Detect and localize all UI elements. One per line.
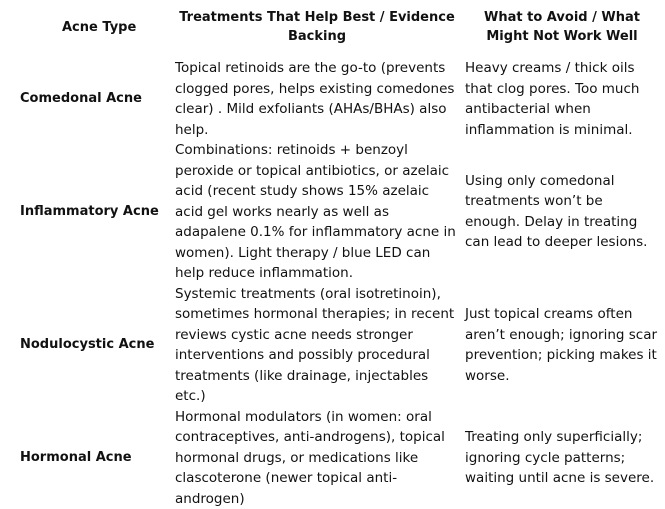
header-acne-type: Acne Type bbox=[14, 6, 172, 58]
table-header-row bbox=[14, 6, 662, 58]
acne-type-cell: Nodulocystic Acne bbox=[14, 284, 172, 407]
avoid-cell: Heavy creams / thick oils that clog pores. Too much antibacterial when inflammation is minimal. bbox=[462, 58, 662, 140]
avoid-cell: Using only comedonal treatments won’t be enough. Delay in treating can lead to deeper lesions. bbox=[462, 140, 662, 284]
acne-type-cell: Comedonal Acne bbox=[14, 58, 172, 140]
table-row bbox=[14, 407, 662, 509]
treatments-cell: Combinations: retinoids + benzoyl peroxide or topical antibiotics, or azelaic acid (recent study shows 15% azelaic acid gel works nearly as well as adapalene 0.1% for inflammatory acne in women). Light therapy / blue LED can help reduce inflammation. bbox=[172, 140, 462, 284]
header-avoid: What to Avoid / What Might Not Work Well bbox=[462, 6, 662, 58]
header-treatments: Treatments That Help Best / Evidence Backing bbox=[172, 6, 462, 58]
treatments-cell: Topical retinoids are the go-to (prevents clogged pores, helps existing comedones clear) . Mild exfoliants (AHAs/BHAs) also help. bbox=[172, 58, 462, 140]
treatments-cell: Hormonal modulators (in women: oral contraceptives, anti-androgens), topical hormonal drugs, or medications like clascoterone (newer topical anti-androgen) bbox=[172, 407, 462, 509]
acne-type-cell: Inflammatory Acne bbox=[14, 140, 172, 284]
acne-treatment-table bbox=[14, 6, 662, 509]
table-row bbox=[14, 284, 662, 407]
acne-type-cell: Hormonal Acne bbox=[14, 407, 172, 509]
treatments-cell: Systemic treatments (oral isotretinoin), sometimes hormonal therapies; in recent reviews cystic acne needs stronger interventions and possibly procedural treatments (like drainage, injectables etc.) bbox=[172, 284, 462, 407]
table-row bbox=[14, 140, 662, 284]
avoid-cell: Just topical creams often aren’t enough; ignoring scar prevention; picking makes it worse. bbox=[462, 284, 662, 407]
avoid-cell: Treating only superficially; ignoring cycle patterns; waiting until acne is severe. bbox=[462, 407, 662, 509]
table-row bbox=[14, 58, 662, 140]
